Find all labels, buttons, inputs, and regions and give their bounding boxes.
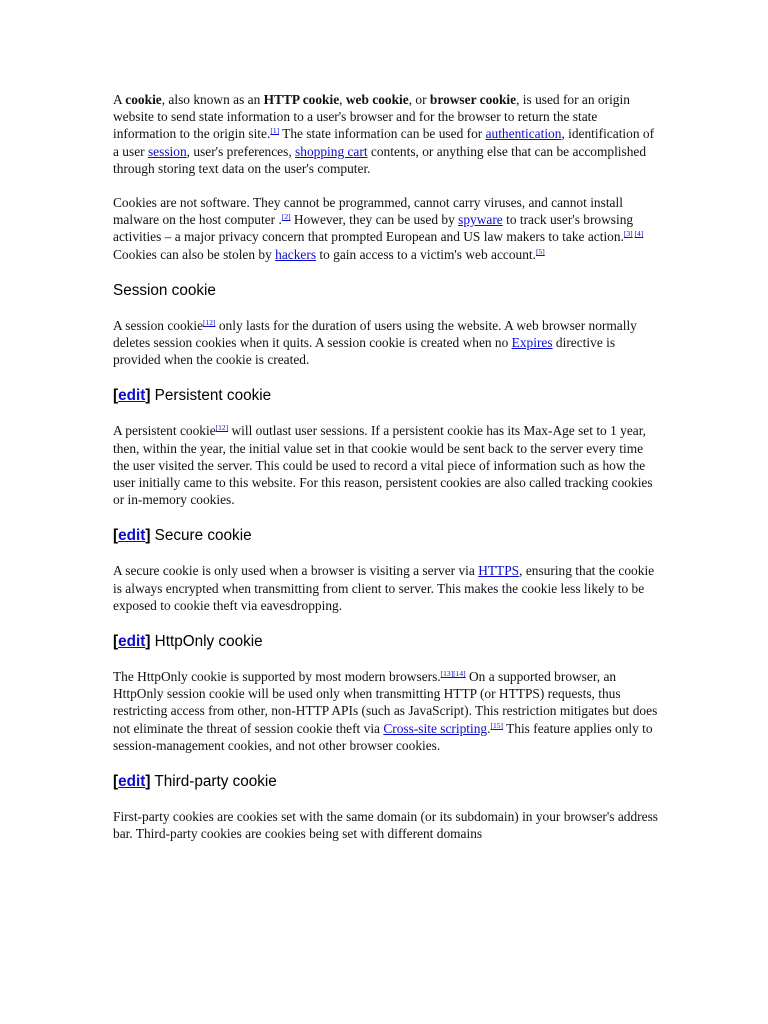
persistent-paragraph <box>113 422 658 508</box>
body-text: Cookies are not software. They cannot be programmed, cannot carry viruses, and cannot install malware on the host computer . <box>113 195 623 228</box>
edit-bracket: [ <box>113 387 119 405</box>
edit-bracket: ] <box>145 773 151 791</box>
edit-bracket: [ <box>113 773 119 791</box>
heading-text: Secure cookie <box>150 527 252 545</box>
body-text: will outlast user sessions. If a persistent cookie has its Max-Age set to 1 year, then, within the year, the initial value set in that cookie would be sent back to the server every time the user visited the server. This could be used to record a vital piece of information such as how the user initially came to this website. For this reason, persistent cookies are also called tracking cookies or in-memory cookies. <box>113 423 653 508</box>
intro-text: , also known as an <box>161 92 264 107</box>
body-text: . <box>487 720 491 736</box>
section-heading-third-party-cookie <box>113 772 658 792</box>
heading-text: HttpOnly cookie <box>150 633 263 651</box>
body-text: , ensuring that the cookie is always encrypted when transmitting from client to server. This makes the cookie less likely to be exposed to cookie theft via eavesdropping. <box>113 563 655 613</box>
section-heading-session-cookie: Session cookie <box>113 281 216 299</box>
intro-paragraph <box>113 91 658 177</box>
intro-text: contents, or anything else that can be accomplished through storing text data on the user's computer. <box>113 143 647 176</box>
body-text: to gain access to a victim's web account. <box>316 246 537 262</box>
session-paragraph <box>113 317 658 369</box>
edit-bracket: [ <box>113 527 119 545</box>
body-text: The HttpOnly cookie is supported by most modern browsers. <box>113 669 441 685</box>
reference-link[interactable]: [4] <box>634 229 644 239</box>
link-spyware[interactable]: spyware <box>458 212 503 228</box>
intro-text: , is used for an origin website to send state information to a user's browser and for the browser to return the state information to the origin site. <box>113 92 630 142</box>
edit-bracket: ] <box>145 527 151 545</box>
section-heading-secure-cookie <box>113 526 658 546</box>
reference-link[interactable]: [1] <box>270 126 280 136</box>
section-heading-persistent-cookie <box>113 386 658 406</box>
httponly-paragraph <box>113 668 658 754</box>
reference-link[interactable]: [12] <box>215 423 229 433</box>
heading-text: Persistent cookie <box>150 387 272 405</box>
body-text: On a supported browser, an HttpOnly session cookie will be used only when transmitting HTTP (or HTTPS) requests, thus restricting access from other, non-HTTP APIs (such as JavaScript). This restriction mitigates but does not eliminate the threat of session cookie theft via <box>113 669 658 736</box>
edit-bracket: ] <box>145 633 151 651</box>
term-web-cookie: web cookie <box>345 92 409 107</box>
link-cross-site-scripting[interactable]: Cross-site scripting <box>383 720 488 736</box>
link-session[interactable]: session <box>147 143 187 159</box>
body-text: only lasts for the duration of users using the website. A web browser normally deletes session cookies when it quits. A session cookie is created when no <box>113 317 637 351</box>
intro-text: , <box>339 92 346 107</box>
reference-link[interactable]: [15] <box>490 720 503 730</box>
edit-link[interactable]: edit <box>118 527 146 545</box>
body-text: However, they can be used by <box>290 212 459 228</box>
reference-link[interactable]: [12] <box>203 317 216 327</box>
term-http-cookie: HTTP cookie <box>263 92 340 107</box>
software-paragraph <box>113 194 658 263</box>
body-text: A session cookie <box>113 317 204 333</box>
intro-text: , or <box>408 92 430 107</box>
article-body <box>113 91 658 860</box>
link-https[interactable]: HTTPS <box>478 563 520 579</box>
body-text: A persistent cookie <box>113 423 216 439</box>
reference-link[interactable]: [5] <box>536 246 545 256</box>
reference-link[interactable]: [3] <box>623 229 633 239</box>
third-party-paragraph <box>113 808 658 842</box>
edit-link[interactable]: edit <box>118 773 146 791</box>
reference-link[interactable]: [13] <box>440 669 454 679</box>
body-text: First-party cookies are cookies set with the same domain (or its subdomain) in your browser's address bar. Third-party cookies are cookies being set with different domains <box>113 809 658 842</box>
link-hackers[interactable]: hackers <box>275 246 317 262</box>
link-shopping-cart[interactable]: shopping cart <box>295 143 368 159</box>
reference-link[interactable]: [2] <box>281 212 291 222</box>
edit-bracket: ] <box>145 387 151 405</box>
term-browser-cookie: browser cookie <box>429 92 517 107</box>
edit-bracket: [ <box>113 633 119 651</box>
intro-text: A <box>113 92 126 107</box>
reference-link[interactable]: [14] <box>453 669 466 679</box>
intro-text: , user's preferences, <box>186 143 296 159</box>
body-text: This feature applies only to session-management cookies, and not other browser cookies. <box>113 720 653 753</box>
edit-link[interactable]: edit <box>118 387 146 405</box>
intro-text: , identification of a user <box>113 126 655 159</box>
body-text: to track user's browsing activities – a major privacy concern that prompted European and US law makers to take action. <box>113 212 634 245</box>
section-heading-httponly-cookie <box>113 632 658 652</box>
secure-paragraph <box>113 562 658 614</box>
link-authentication[interactable]: authentication <box>485 126 562 142</box>
link-expires[interactable]: Expires <box>511 335 553 351</box>
body-text: Cookies can also be stolen by <box>113 246 276 262</box>
edit-link[interactable]: edit <box>118 633 146 651</box>
heading-text: Third-party cookie <box>150 773 277 791</box>
body-text: directive is provided when the cookie is created. <box>113 335 616 368</box>
body-text: A secure cookie is only used when a browser is visiting a server via <box>113 563 479 579</box>
term-cookie: cookie <box>125 92 162 107</box>
intro-text: The state information can be used for <box>279 126 486 142</box>
